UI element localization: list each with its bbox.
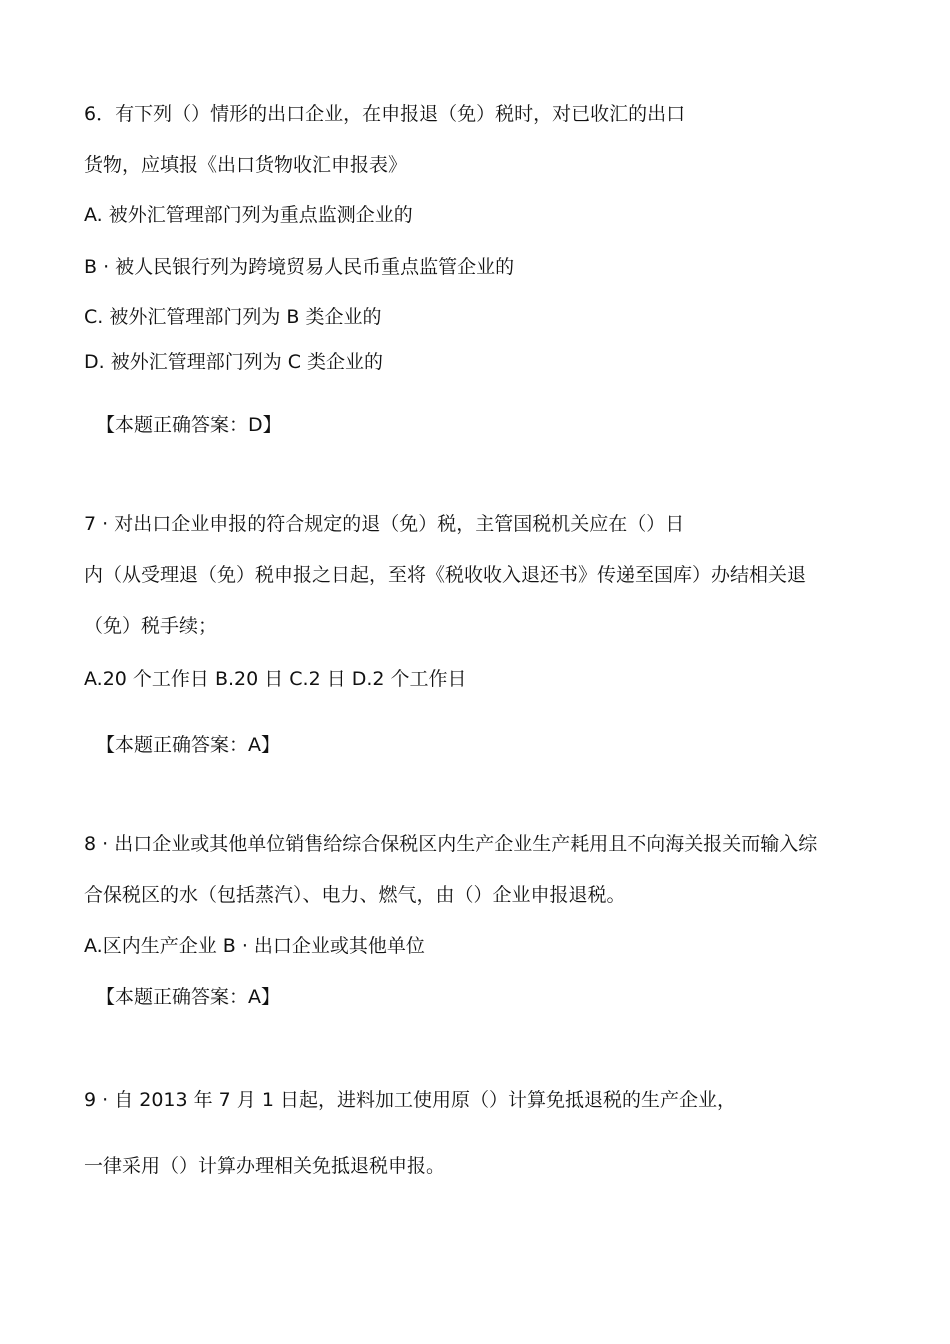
q6-option-c: C. 被外汇管理部门列为 B 类企业的	[84, 306, 382, 328]
q7-stem-line-3: （免）税手续；	[84, 615, 218, 637]
q6-option-d: D. 被外汇管理部门列为 C 类企业的	[84, 351, 384, 373]
q8-stem-line-2: 合保税区的水（包括蒸汽）、电力、燃气，由（）企业申报退税。	[84, 884, 626, 906]
q6-answer: 【本题正确答案：D】	[96, 414, 282, 436]
q9-stem-line-2: 一律采用（）计算办理相关免抵退税申报。	[84, 1155, 446, 1177]
q9-stem-line-1: 9 · 自 2013 年 7 月 1 日起，进料加工使用原（）计算免抵退税的生产企业，	[84, 1089, 736, 1111]
q6-stem-line-2: 货物，应填报《出口货物收汇申报表》	[84, 154, 408, 176]
q7-stem-line-2: 内（从受理退（免）税申报之日起，至将《税收收入退还书》传递至国库）办结相关退	[84, 564, 807, 586]
q6-option-a: A. 被外汇管理部门列为重点监测企业的	[84, 204, 413, 226]
q6-option-b: B · 被人民银行列为跨境贸易人民币重点监管企业的	[84, 256, 515, 278]
q8-options: A.区内生产企业 B · 出口企业或其他单位	[84, 935, 425, 957]
q7-options: A.20 个工作日 B.20 日 C.2 日 D.2 个工作日	[84, 668, 467, 690]
q7-stem-line-1: 7 · 对出口企业申报的符合规定的退（免）税，主管国税机关应在（）日	[84, 513, 685, 535]
q8-answer: 【本题正确答案：A】	[96, 986, 280, 1008]
q8-stem-line-1: 8 · 出口企业或其他单位销售给综合保税区内生产企业生产耗用且不向海关报关而输入综	[84, 833, 818, 855]
q6-stem-line-1: 6．有下列（）情形的出口企业，在申报退（免）税时，对已收汇的出口	[84, 103, 686, 125]
q7-answer: 【本题正确答案：A】	[96, 734, 280, 756]
